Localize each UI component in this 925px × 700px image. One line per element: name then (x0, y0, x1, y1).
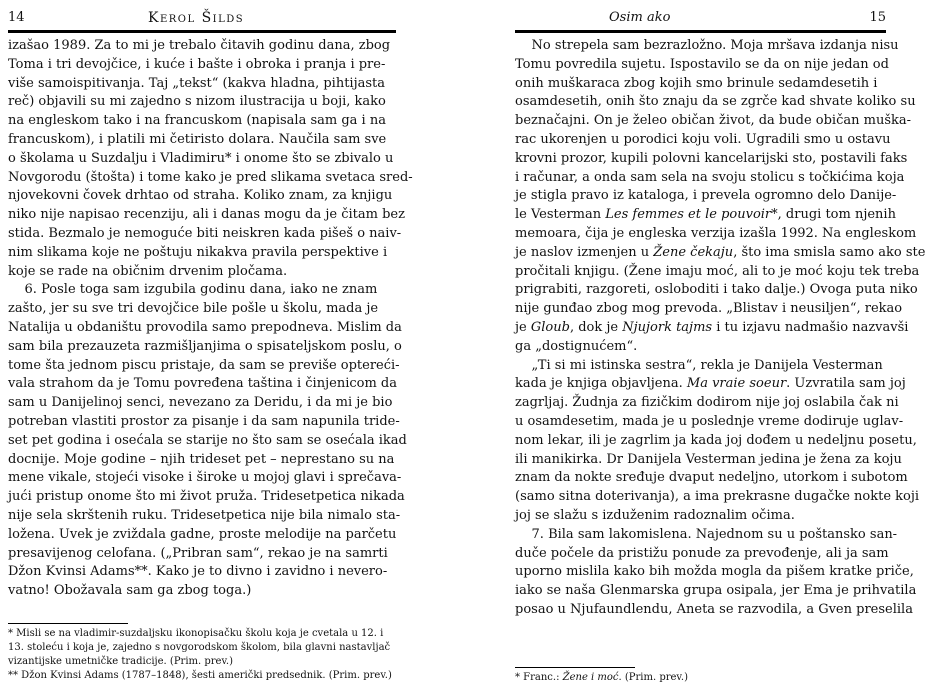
right-body-line: pročitali knjigu. (Žene imaju moć, ali to je moć koju tek treba (515, 263, 920, 279)
right-body-line: kada je knjiga objavljena. Ma vraie soeur. Uzvratila sam joj (515, 376, 906, 392)
right-body-line: nom lekar, ili je zagrlim ja kada joj dođem u nedeljnu posetu, (515, 432, 917, 448)
italic-text: Njujork tajms (622, 319, 713, 335)
right-running-head: Osim ako (609, 10, 671, 25)
left-body-line: Novgorodu (štošta) i tome kako je pred slikama svetaca sred- (8, 169, 413, 185)
left-body-line: koje se rade na običnim drvenim pločama. (8, 263, 288, 279)
left-body-line: o školama u Suzdalju i Vladimiru* i onome što se zbivalo u (8, 150, 394, 166)
left-body-line: francuskom), i platili mi četiristo dolara. Naučila sam sve (8, 131, 387, 147)
italic-text: Žene čekaju (653, 244, 734, 260)
left-body-line: Džon Kvinsi Adams**. Kako je to divno i zavidno i nevero- (8, 564, 388, 580)
right-body-line: „Ti si mi istinska sestra“, rekla je Danijela Vesterman (515, 357, 883, 373)
left-body-line: reč) objavili su mi zajedno s nizom ilustracija u boji, kako (8, 94, 386, 110)
right-footnote-rule (515, 667, 635, 668)
left-body-line: Toma i tri devojčice, i kuće i bašte i obroka i pranja i pre- (8, 56, 386, 72)
right-body-line: u osamdesetim, mada je u poslednje vreme dodiruje uglav- (515, 413, 904, 429)
left-header-rule (8, 30, 396, 33)
right-page (449, 0, 925, 700)
right-body-line: 7. Bila sam lakomislena. Najednom su u poštansko san- (515, 526, 898, 542)
right-page-body-text (515, 37, 925, 620)
italic-text: Gloub (530, 319, 570, 335)
right-page-number: 15 (869, 10, 886, 25)
right-body-line: onih muškaraca zbog kojih smo brinule sedamdesetih i (515, 75, 878, 91)
left-body-line: Natalija u obdaništu provodila samo prepodneva. Mislim da (8, 319, 402, 335)
left-body-line: tome šta jednom piscu pristaje, da sam se previše optereći- (8, 357, 400, 373)
left-footnote-line: 13. stoleću i koja je, zajedno s novgorodskom školom, bila glavni nastavljač (8, 642, 391, 653)
left-body-line: presavijenog celofana. („Pribran sam“, rekao je na samrti (8, 545, 388, 561)
right-body-line: osamdesetih, onih što znaju da se zgrče kad shvate koliko su (515, 94, 916, 110)
left-body-line: izašao 1989. Za to mi je trebalo čitavih godinu dana, zbog (8, 38, 391, 53)
right-body-line: le Vesterman Les femmes et le pouvoir*, drugi tom njenih (515, 207, 896, 223)
right-body-line: prigrabiti, razgoreti, osloboditi i tako dalje.) Ovoga puta niko (515, 282, 918, 298)
left-page (0, 0, 449, 700)
left-body-line: zašto, jer su sve tri devojčice bile pošle u školu, mada je (8, 301, 379, 317)
left-body-line: vatno! Obožavala sam ga zbog toga.) (8, 583, 252, 599)
right-body-line: krovni prozor, kupili polovni kancelarijski sto, postavili faks (515, 150, 908, 166)
left-body-line: stida. Bezmalo je nemoguće biti neiskren kada pišeš o naiv- (8, 225, 402, 241)
right-page-footnotes (515, 671, 886, 685)
right-body-line: (samo sitna doterivanja), a ima prekrasne dugačke nokte koji (515, 489, 920, 505)
left-body-line: više samoispitivanja. Taj „tekst“ (kakva hladna, pihtijasta (8, 75, 386, 91)
left-body-line: ložena. Uvek je zviždala gadne, proste melodije na parčetu (8, 526, 397, 542)
right-body-line: joj se slažu s izduženim radoznalim očima. (515, 507, 795, 523)
left-body-line: vala strahom da je Tomu povređena taština i činjenicom da (8, 376, 397, 392)
right-body-line: uporno mislila kako bih možda mogla da pišem kratke priče, (515, 564, 914, 580)
right-body-line: No strepela sam bezrazložno. Moja mršava izdanja nisu (515, 38, 899, 53)
right-body-line: ili manikirka. Dr Danijela Vesterman jedina je žena za koju (515, 451, 902, 467)
right-body-line: i računar, a onda sam sela na svoju stolicu s točkićima koja (515, 169, 905, 185)
right-body-line: je stigla pravo iz kataloga, i prevela ogromno delo Danije- (515, 188, 897, 204)
left-body-line: sam bila prezauzeta razmišljanjima o spisateljskom poslu, o (8, 338, 402, 354)
right-body-line: duče počele da pristižu ponude za prevođenje, ali ja sam (515, 545, 889, 561)
left-body-line: 6. Posle toga sam izgubila godinu dana, iako ne znam (8, 282, 378, 298)
left-page-header (8, 9, 441, 27)
italic-text: Les femmes et le pouvoir (605, 207, 772, 223)
left-body-line: set pet godina i osećala se starije no što sam se osećala ikad (8, 432, 407, 448)
left-page-number: 14 (8, 10, 25, 25)
left-body-line: potreban vlastiti prostor za pisanje i da sam napunila tride- (8, 413, 400, 429)
left-page-body-text (8, 37, 441, 601)
right-page-header (515, 9, 886, 27)
italic-text: Ma vraie soeur (686, 376, 787, 392)
right-footnote-line: * Franc.: Žene i moć. (Prim. prev.) (515, 672, 688, 683)
right-header-rule (515, 30, 886, 33)
left-footnote-line: vizantijske umetničke tradicije. (Prim. prev.) (8, 656, 234, 667)
left-footnote-line: ** Džon Kvinsi Adams (1787–1848), šesti američki predsednik. (Prim. prev.) (8, 670, 392, 681)
left-running-head: Kerol Šilds (148, 10, 245, 26)
right-body-line: nije gunđao zbog mog prevoda. „Blistav i neusiljen“, rekao (515, 301, 903, 317)
right-body-line: je naslov izmenjen u Žene čekaju, što ima smisla samo ako ste (515, 244, 925, 260)
left-page-footnotes (8, 627, 441, 683)
right-body-line: memoara, čija je engleska verzija izašla 1992. Na engleskom (515, 225, 917, 241)
left-body-line: niko nije napisao recenziju, ali i danas mogu da je čitam bez (8, 207, 405, 223)
left-body-line: na engleskom tako i na francuskom (napisala sam ga i na (8, 113, 386, 129)
left-footnote-line: * Misli se na vladimir-suzdaljsku ikonopisačku školu koja je cvetala u 12. i (8, 628, 384, 639)
right-body-line: zagrljaj. Žudnja za fizičkim dodirom nije joj oslabila čak ni (515, 395, 899, 411)
italic-text: Žene i moć (562, 672, 619, 683)
right-body-line: je Gloub, dok je Njujork tajms i tu izjavu nadmašio nazvavši (515, 319, 909, 335)
left-body-line: nim slikama koje ne poštuju nikakva pravila perspektive i (8, 244, 388, 260)
right-body-line: beznačajni. On je želeo običan život, da bude običan muška- (515, 113, 912, 129)
right-body-line: ga „dostignućem“. (515, 338, 638, 354)
right-body-line: rac ukorenjen u porodici koju voli. Ugradili smo u ostavu (515, 131, 891, 147)
right-body-line: znam da nokte sređuje dvaput nedeljno, utorkom i subotom (515, 470, 908, 486)
left-body-line: sam u Danijelinoj senci, nevezano za Deridu, i da mi je bio (8, 395, 393, 411)
right-body-line: Tomu povredila sujetu. Ispostavilo se da on nije jedan od (515, 56, 889, 72)
right-body-line: iako se naša Glenmarska grupa osipala, jer Ema je prihvatila (515, 583, 917, 599)
left-body-line: mene vikale, stojeći visoke i široke u mojoj glavi i sprečava- (8, 470, 402, 486)
left-body-line: nije sela skrštenih ruku. Tridesetpetica nije bila nimalo sta- (8, 507, 401, 523)
left-footnote-rule (8, 623, 128, 624)
left-body-line: docnije. Moje godine – njih trideset pet – neprestano su na (8, 451, 395, 467)
left-body-line: njovekovni čovek drhtao od straha. Koliko znam, za knjigu (8, 188, 393, 204)
right-body-line: posao u Njufaundlendu, Aneta se razvodila, a Gven preselila (515, 601, 913, 617)
left-body-line: jući pristup onome što mi život pruža. Tridesetpetica nikada (8, 489, 405, 505)
